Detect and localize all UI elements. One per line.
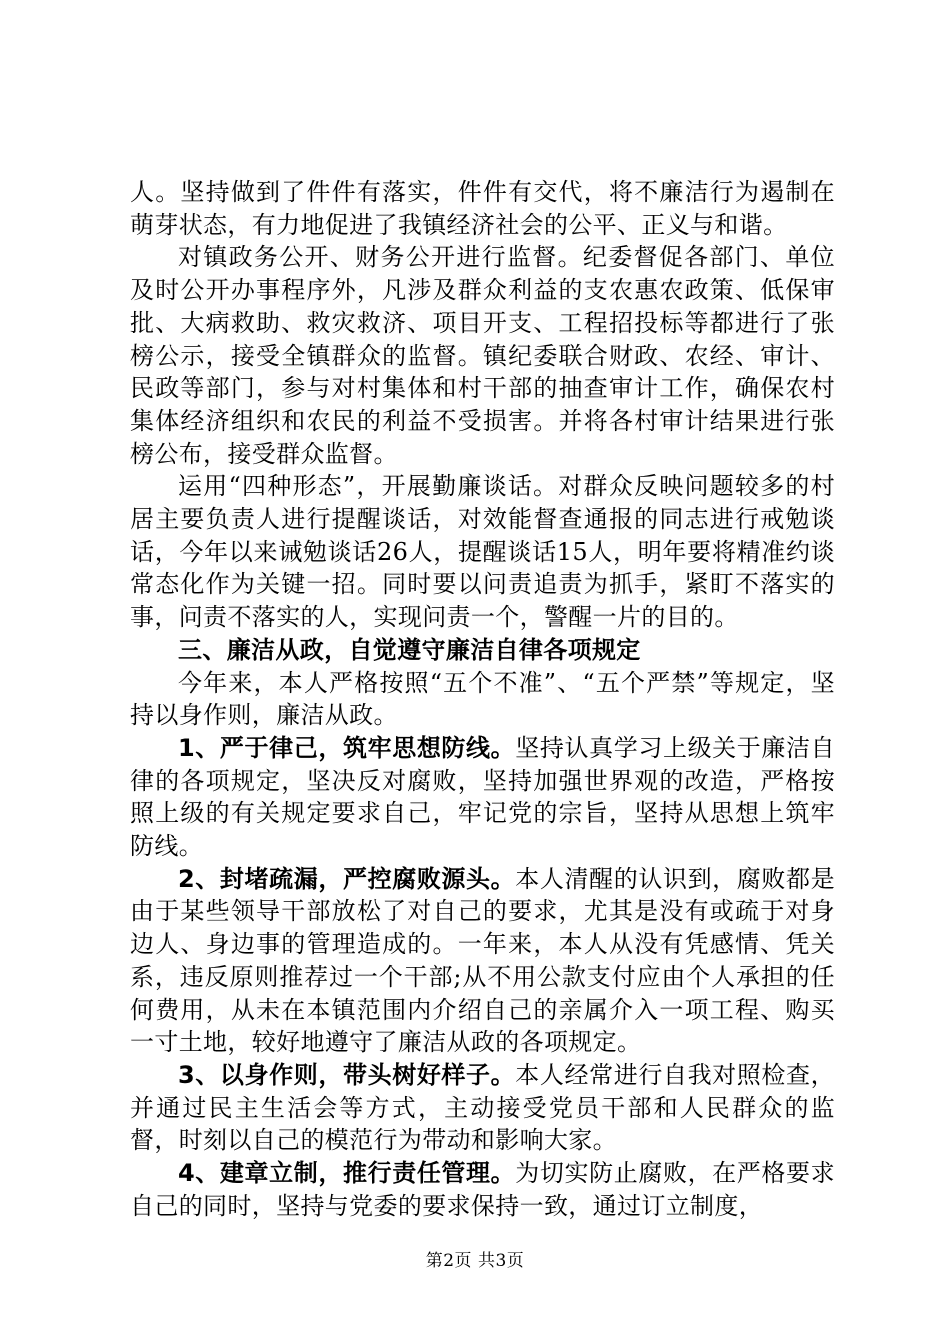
document-body <box>130 176 835 1223</box>
paragraph-item-1: 1、严于律己，筑牢思想防线。坚持认真学习上级关于廉洁自律的各项规定，坚决反对腐败，坚持加强世界观的改造，严格按照上级的有关规定要求自己，牢记党的宗旨，坚持从思想上筑牢防线。 <box>130 733 835 861</box>
paragraph-continuation: 人。坚持做到了件件有落实，件件有交代，将不廉洁行为遏制在萌芽状态，有力地促进了我镇经济社会的公平、正义与和谐。 <box>130 178 835 239</box>
paragraph-intro: 今年来，本人严格按照“五个不准”、“五个严禁”等规定，坚持以身作则，廉洁从政。 <box>130 668 835 730</box>
section-heading: 三、廉洁从政，自觉遵守廉洁自律各项规定 <box>178 635 641 664</box>
paragraph-four-forms: 运用“四种形态”，开展勤廉谈话。对群众反映问题较多的村居主要负责人进行提醒谈话，对效能督查通报的同志进行戒勉谈话，今年以来诫勉谈话26人，提醒谈话15人，明年要将精准约谈常态化作为关键一招。同时要以问责追责为抓手，紧盯不落实的事，问责不落实的人，实现问责一个，警醒一片的目的。 <box>130 472 835 632</box>
item-1-title: 1、严于律己，筑牢思想防线。 <box>178 733 516 762</box>
item-4-title: 4、建章立制，推行责任管理。 <box>178 1159 516 1188</box>
paragraph-item-3: 3、以身作则，带头树好样子。本人经常进行自我对照检查，并通过民主生活会等方式，主动接受党员干部和人民群众的监督，时刻以自己的模范行为带动和影响大家。 <box>130 1060 835 1155</box>
paragraph-item-4: 4、建章立制，推行责任管理。为切实防止腐败，在严格要求自己的同时，坚持与党委的要求保持一致，通过订立制度， <box>130 1159 835 1220</box>
paragraph-public-affairs: 对镇政务公开、财务公开进行监督。纪委督促各部门、单位及时公开办事程序外，凡涉及群众利益的支农惠农政策、低保审批、大病救助、救灾救济、项目开支、工程招投标等都进行了张榜公示，接受全镇群众的监督。镇纪委联合财政、农经、审计、民政等部门，参与对村集体和村干部的抽查审计工作，确保农村集体经济组织和农民的利益不受损害。并将各村审计结果进行张榜公布，接受群众监督。 <box>130 243 835 468</box>
page-footer: 第2页 共3页 <box>425 1251 525 1271</box>
item-3-title: 3、以身作则，带头树好样子。 <box>178 1060 516 1089</box>
item-2-title: 2、封堵疏漏，严控腐败源头。 <box>178 864 516 893</box>
paragraph-item-2: 2、封堵疏漏，严控腐败源头。本人清醒的认识到，腐败都是由于某些领导干部放松了对自己的要求，尤其是没有或疏于对身边人、身边事的管理造成的。一年来，本人从没有凭感情、凭关系，违反原则推荐过一个干部;从不用公款支付应由个人承担的任何费用，从未在本镇范围内介绍自己的亲属介入一项工程、购买一寸土地，较好地遵守了廉洁从政的各项规定。 <box>130 864 835 1057</box>
